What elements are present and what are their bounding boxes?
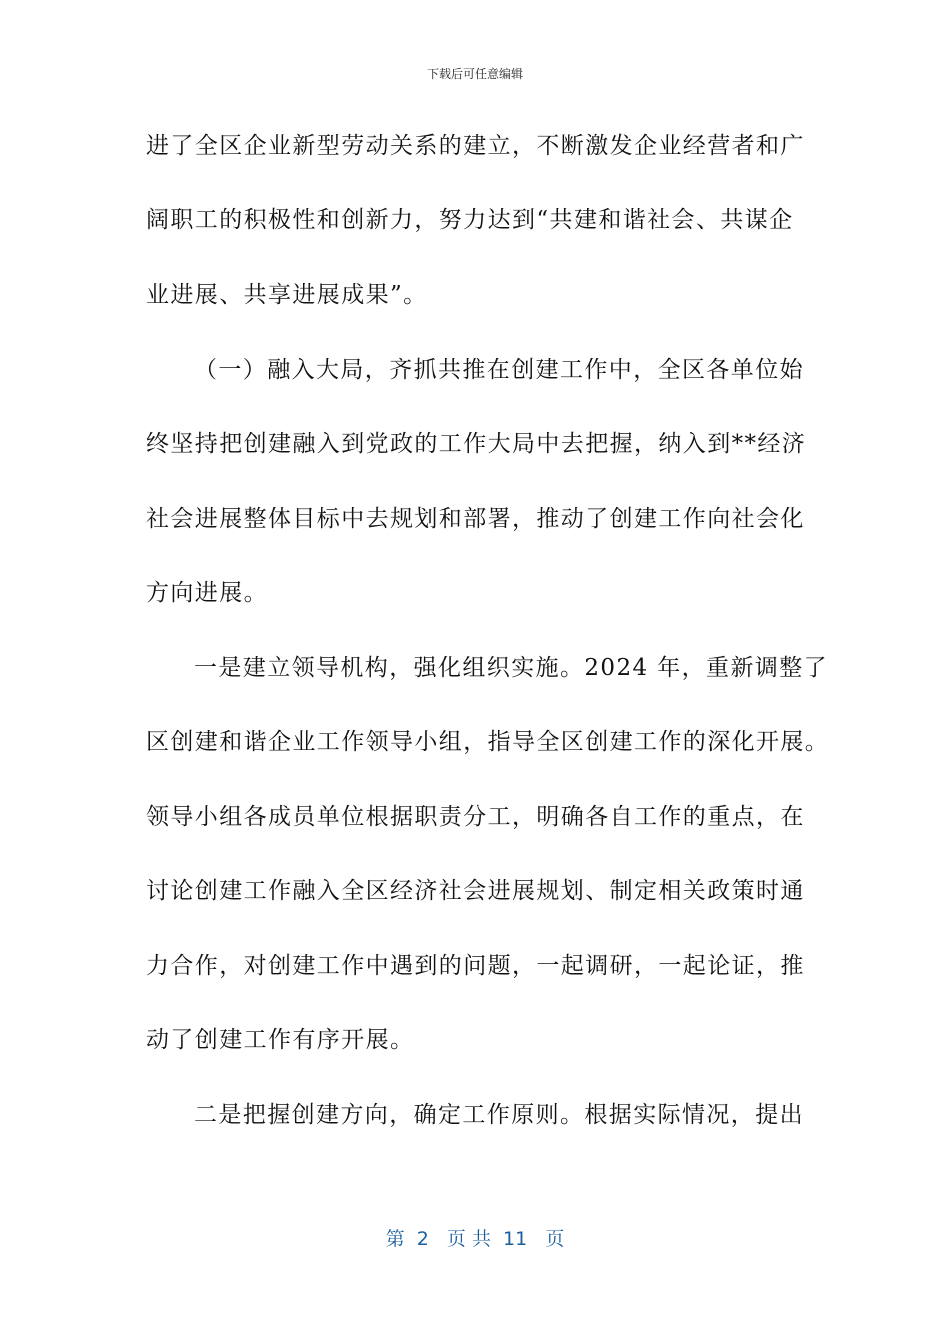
body-line-4: （一）融入大局，齐抓共推在创建工作中，全区各单位始: [194, 357, 804, 383]
body-line-14: 二是把握创建方向，确定工作原则。根据实际情况，提出: [194, 1102, 804, 1128]
body-line-10: 领导小组各成员单位根据职责分工，明确各自工作的重点，在: [146, 804, 805, 830]
body-line-6: 社会进展整体目标中去规划和部署，推动了创建工作向社会化: [146, 506, 805, 532]
body-line-1: 进了全区企业新型劳动关系的建立，不断激发企业经营者和广: [146, 133, 805, 159]
page-header-note: 下载后可任意编辑: [426, 67, 523, 81]
body-line-11: 讨论创建工作融入全区经济社会进展规划、制定相关政策时通: [146, 878, 805, 904]
body-line-3: 业进展、共享进展成果”。: [146, 282, 428, 308]
body-line-8: 一是建立领导机构，强化组织实施。2024 年，重新调整了: [194, 655, 829, 681]
body-line-9: 区创建和谐企业工作领导小组，指导全区创建工作的深化开展。: [146, 729, 830, 755]
body-line-13: 动了创建工作有序开展。: [146, 1027, 415, 1053]
body-line-2: 阔职工的积极性和创新力，努力达到“共建和谐社会、共谋企: [146, 207, 794, 233]
body-line-5: 终坚持把创建融入到党政的工作大局中去把握，纳入到**经济: [146, 431, 807, 457]
page-number-footer: 第 2 页 共 11 页: [385, 1228, 565, 1250]
body-line-7: 方向进展。: [146, 580, 268, 606]
body-line-12: 力合作，对创建工作中遇到的问题，一起调研，一起论证，推: [146, 953, 805, 979]
